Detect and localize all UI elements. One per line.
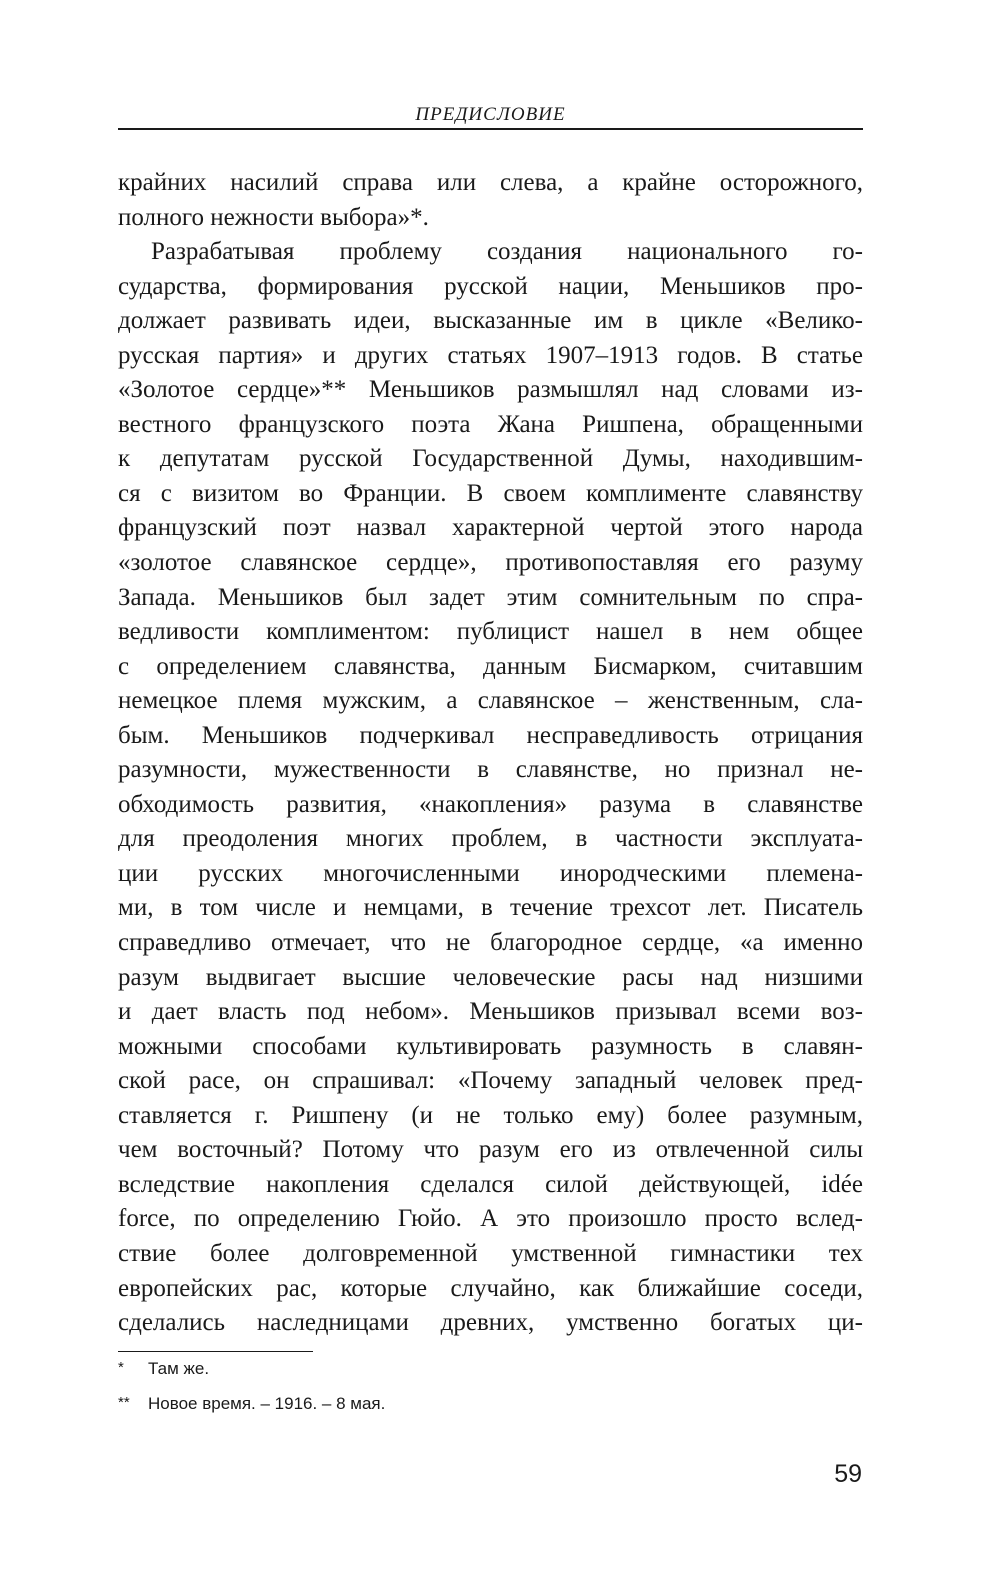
text-line: Запада. Меньшиков был задет этим сомнительным по спра- xyxy=(118,583,863,611)
text-line: вестного французского поэта Жана Ришпена, обращенными xyxy=(118,410,863,438)
footnote-text: Там же. xyxy=(148,1359,210,1378)
text-line: ской расе, он спрашивал: «Почему западный человек пред- xyxy=(118,1067,863,1095)
text-line: можными способами культивировать разумность в славян- xyxy=(118,1032,863,1060)
text-line: с определением славянства, данным Бисмарком, считавшим xyxy=(118,652,863,680)
text-line: справедливо отмечает, что не благородное сердце, «а именно xyxy=(118,929,863,957)
text-line: чем восточный? Потому что разум его из отвлеченной силы xyxy=(118,1136,863,1164)
text-line: разумности, мужественности в славянстве, но признал не- xyxy=(118,756,863,784)
text-line: должает развивать идеи, высказанные им в цикле «Велико- xyxy=(118,307,863,335)
footnote-mark: * xyxy=(118,1359,124,1376)
text-line: крайних насилий справа или слева, а крайне осторожного, xyxy=(118,169,863,196)
footnote-rule xyxy=(118,1351,313,1352)
text-line: и дает власть под небом». Меньшиков призывал всеми воз- xyxy=(118,998,863,1026)
text-line: ции русских многочисленными инородческими племена- xyxy=(118,859,863,887)
text-line: ми, в том числе и немцами, в течение трехсот лет. Писатель xyxy=(118,894,863,922)
text-line: сделались наследницами древних, умственно богатых ци- xyxy=(118,1309,863,1337)
text-line: немецкое племя мужским, а славянское – женственным, сла- xyxy=(118,687,863,715)
text-line: русская партия» и других статьях 1907–1913 годов. В статье xyxy=(118,341,863,369)
text-line: ся с визитом во Франции. В своем комплименте славянству xyxy=(118,479,863,507)
text-line: ведливости комплиментом: публицист нашел в нем общее xyxy=(118,618,863,646)
footnote-text: Новое время. – 1916. – 8 мая. xyxy=(148,1394,386,1413)
text-line: вследствие накопления сделался силой действующей, idée xyxy=(118,1170,863,1198)
header-rule xyxy=(118,128,863,130)
text-line: ствие более долговременной умственной гимнастики тех xyxy=(118,1239,863,1267)
text-line: французский поэт назвал характерной чертой этого народа xyxy=(118,514,863,542)
text-line: европейских рас, которые случайно, как ближайшие соседи, xyxy=(118,1274,863,1302)
text-line: разум выдвигает высшие человеческие расы над низшими xyxy=(118,963,863,991)
text-line: ставляется г. Ришпену (и не только ему) более разумным, xyxy=(118,1101,863,1129)
body-text xyxy=(118,166,863,1341)
text-line: «золотое славянское сердце», противопоставляя его разуму xyxy=(118,549,863,577)
text-line: сударства, формирования русской нации, Меньшиков про- xyxy=(118,272,863,300)
text-line: бым. Меньшиков подчеркивал несправедливость отрицания xyxy=(118,721,863,749)
text-line: «Золотое сердце»** Меньшиков размышлял над словами из- xyxy=(118,376,863,404)
footnote xyxy=(118,1393,385,1414)
text-line: обходимость развития, «накопления» разума в славянстве xyxy=(118,790,863,818)
text-line: force, по определению Гюйо. А это произошло просто вслед- xyxy=(118,1205,863,1233)
footnote xyxy=(118,1358,209,1379)
running-title: ПРЕДИСЛОВИЕ xyxy=(415,104,566,125)
footnote-mark: ** xyxy=(118,1394,130,1411)
text-line: для преодоления многих проблем, в частности эксплуата- xyxy=(118,825,863,853)
page-number: 59 xyxy=(834,1460,862,1488)
text-line: Разрабатывая проблему создания национального го- xyxy=(151,238,863,266)
text-line: к депутатам русской Государственной Думы, находившим- xyxy=(118,445,863,473)
text-line: полного нежности выбора»*. xyxy=(118,203,429,231)
